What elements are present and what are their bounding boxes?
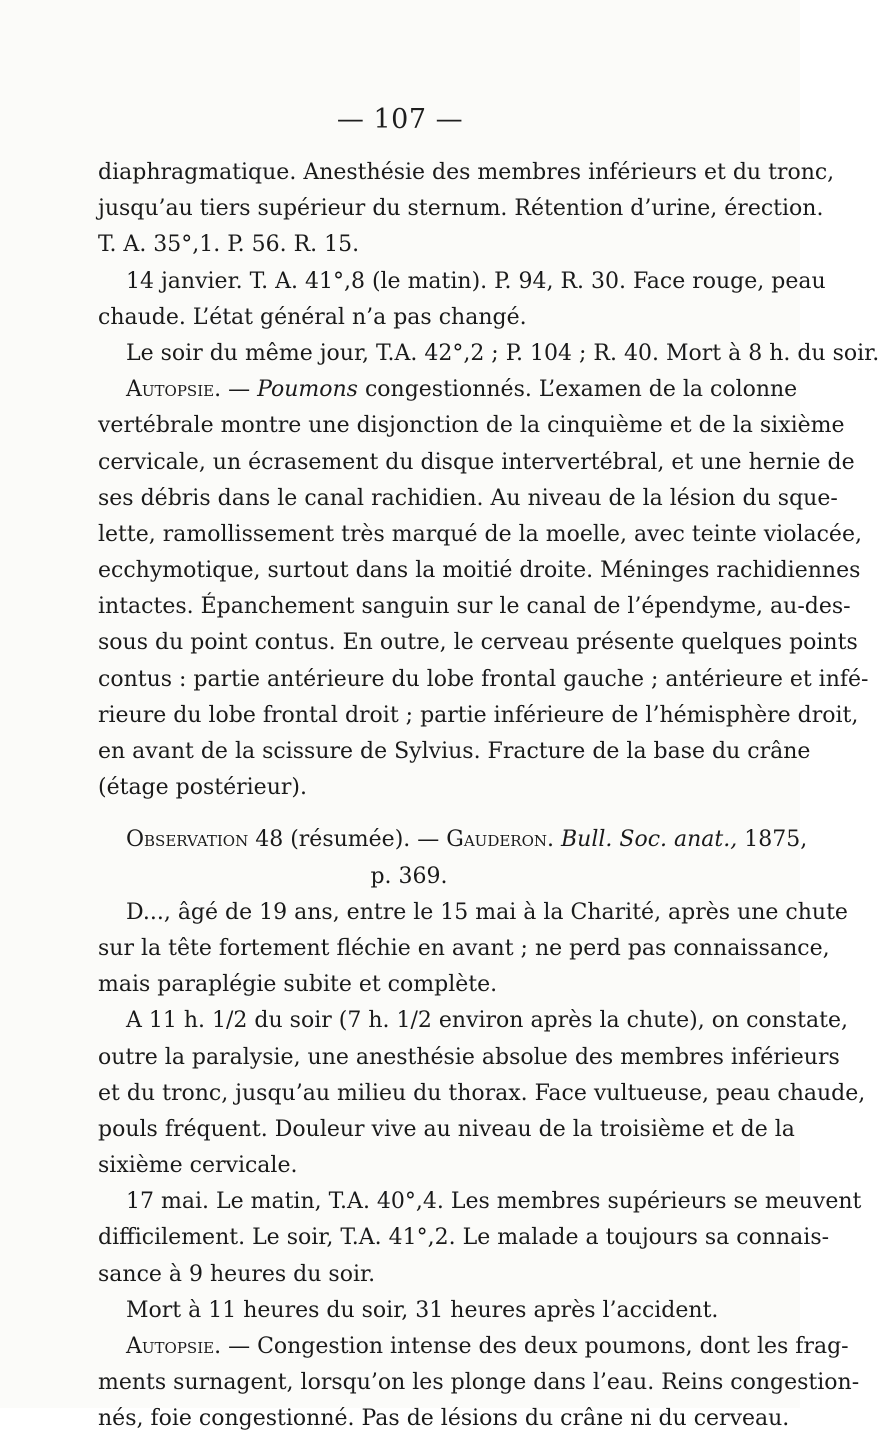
italic-term: Poumons — [257, 377, 358, 403]
text-line: lette, ramollissement très marqué de la moelle, avec teinte violacée, — [98, 521, 862, 547]
text-line: rieure du lobe frontal droit ; partie inférieure de l’hémisphère droit, — [98, 702, 859, 728]
body-text — [98, 155, 879, 1438]
observation-author: Gauderon. — [446, 827, 554, 853]
text-line: sous du point contus. En outre, le cerveau présente quelques points — [98, 630, 858, 656]
text-line: sur la tête fortement fléchie en avant ; ne perd pas connaissance, — [98, 935, 830, 961]
text-line: diaphragmatique. Anesthésie des membres inférieurs et du tronc, — [98, 160, 835, 185]
text-line: 17 mai. Le matin, T.A. 40°,4. Les membres supérieurs se meuvent — [126, 1189, 862, 1215]
text-line: nés, foie congestionné. Pas de lésions du crâne ni du cerveau. — [98, 1406, 790, 1432]
observation-page: p. 369. — [370, 863, 448, 889]
autopsy-line — [98, 1329, 849, 1365]
text-line: cervicale, un écrasement du disque intervertébral, et une hernie de — [98, 449, 855, 475]
text-line: ecchymotique, surtout dans la moitié droite. Méninges rachidiennes — [98, 558, 861, 584]
text-fragment: — Congestion intense des deux poumons, dont les frag- — [221, 1334, 849, 1359]
text-line: difficilement. Le soir, T.A. 41°,2. Le malade a toujours sa connais- — [98, 1225, 830, 1251]
text-line: et du tronc, jusqu’au milieu du thorax. Face vultueuse, peau chaude, — [98, 1080, 866, 1106]
text-line: (étage postérieur). — [98, 775, 307, 801]
observation-year: 1875, — [737, 827, 808, 853]
text-line: contus : partie antérieure du lobe frontal gauche ; antérieure et infé- — [98, 666, 869, 692]
text-line: A 11 h. 1/2 du soir (7 h. 1/2 environ après la chute), on constate, — [126, 1008, 848, 1034]
observation-note: (résumée). — — [283, 827, 447, 853]
observation-label: Observation 48 — [126, 827, 284, 853]
text-line: pouls fréquent. Douleur vive au niveau de la troisième et de la — [98, 1116, 795, 1142]
text-line: ments surnagent, lorsqu’on les plonge dans l’eau. Reins congestion- — [98, 1370, 860, 1396]
text-line: outre la paralysie, une anesthésie absolue des membres inférieurs — [98, 1044, 840, 1070]
spacer — [98, 806, 720, 822]
text-line: sixième cervicale. — [98, 1153, 298, 1179]
dash: — — [221, 377, 258, 403]
observation-heading — [98, 822, 808, 858]
page-number: — 107 — — [336, 104, 464, 135]
text-line: Mort à 11 heures du soir, 31 heures après l’accident. — [126, 1297, 719, 1323]
autopsy-label: Autopsie. — [126, 377, 222, 403]
text-line: sance à 9 heures du soir. — [98, 1261, 376, 1287]
text-line: vertébrale montre une disjonction de la cinquième et de la sixième — [98, 413, 845, 439]
text-line: 14 janvier. T. A. 41°,8 (le matin). P. 94, R. 30. Face rouge, peau — [126, 268, 826, 294]
text-line: mais paraplégie subite et complète. — [98, 972, 498, 998]
observation-journal: Bull. Soc. anat., — [554, 827, 738, 853]
text-line: D..., âgé de 19 ans, entre le 15 mai à la Charité, après une chute — [126, 899, 848, 925]
text-line: ses débris dans le canal rachidien. Au niveau de la lésion du sque- — [98, 485, 838, 511]
text-line: T. A. 35°,1. P. 56. R. 15. — [98, 232, 360, 258]
text-line: en avant de la scissure de Sylvius. Fracture de la base du crâne — [98, 739, 811, 764]
text-line: intactes. Épanchement sanguin sur le canal de l’épendyme, au-des- — [98, 594, 851, 620]
text-line: chaude. L’état général n’a pas changé. — [98, 304, 527, 330]
text-line: Le soir du même jour, T.A. 42°,2 ; P. 104 ; R. 40. Mort à 8 h. du soir. — [126, 340, 879, 366]
text-line: jusqu’au tiers supérieur du sternum. Rétention d’urine, érection. — [98, 196, 824, 222]
autopsy-label: Autopsie. — [126, 1334, 222, 1359]
autopsy-line — [98, 372, 798, 408]
text-fragment: congestionnés. L’examen de la colonne — [357, 377, 798, 403]
